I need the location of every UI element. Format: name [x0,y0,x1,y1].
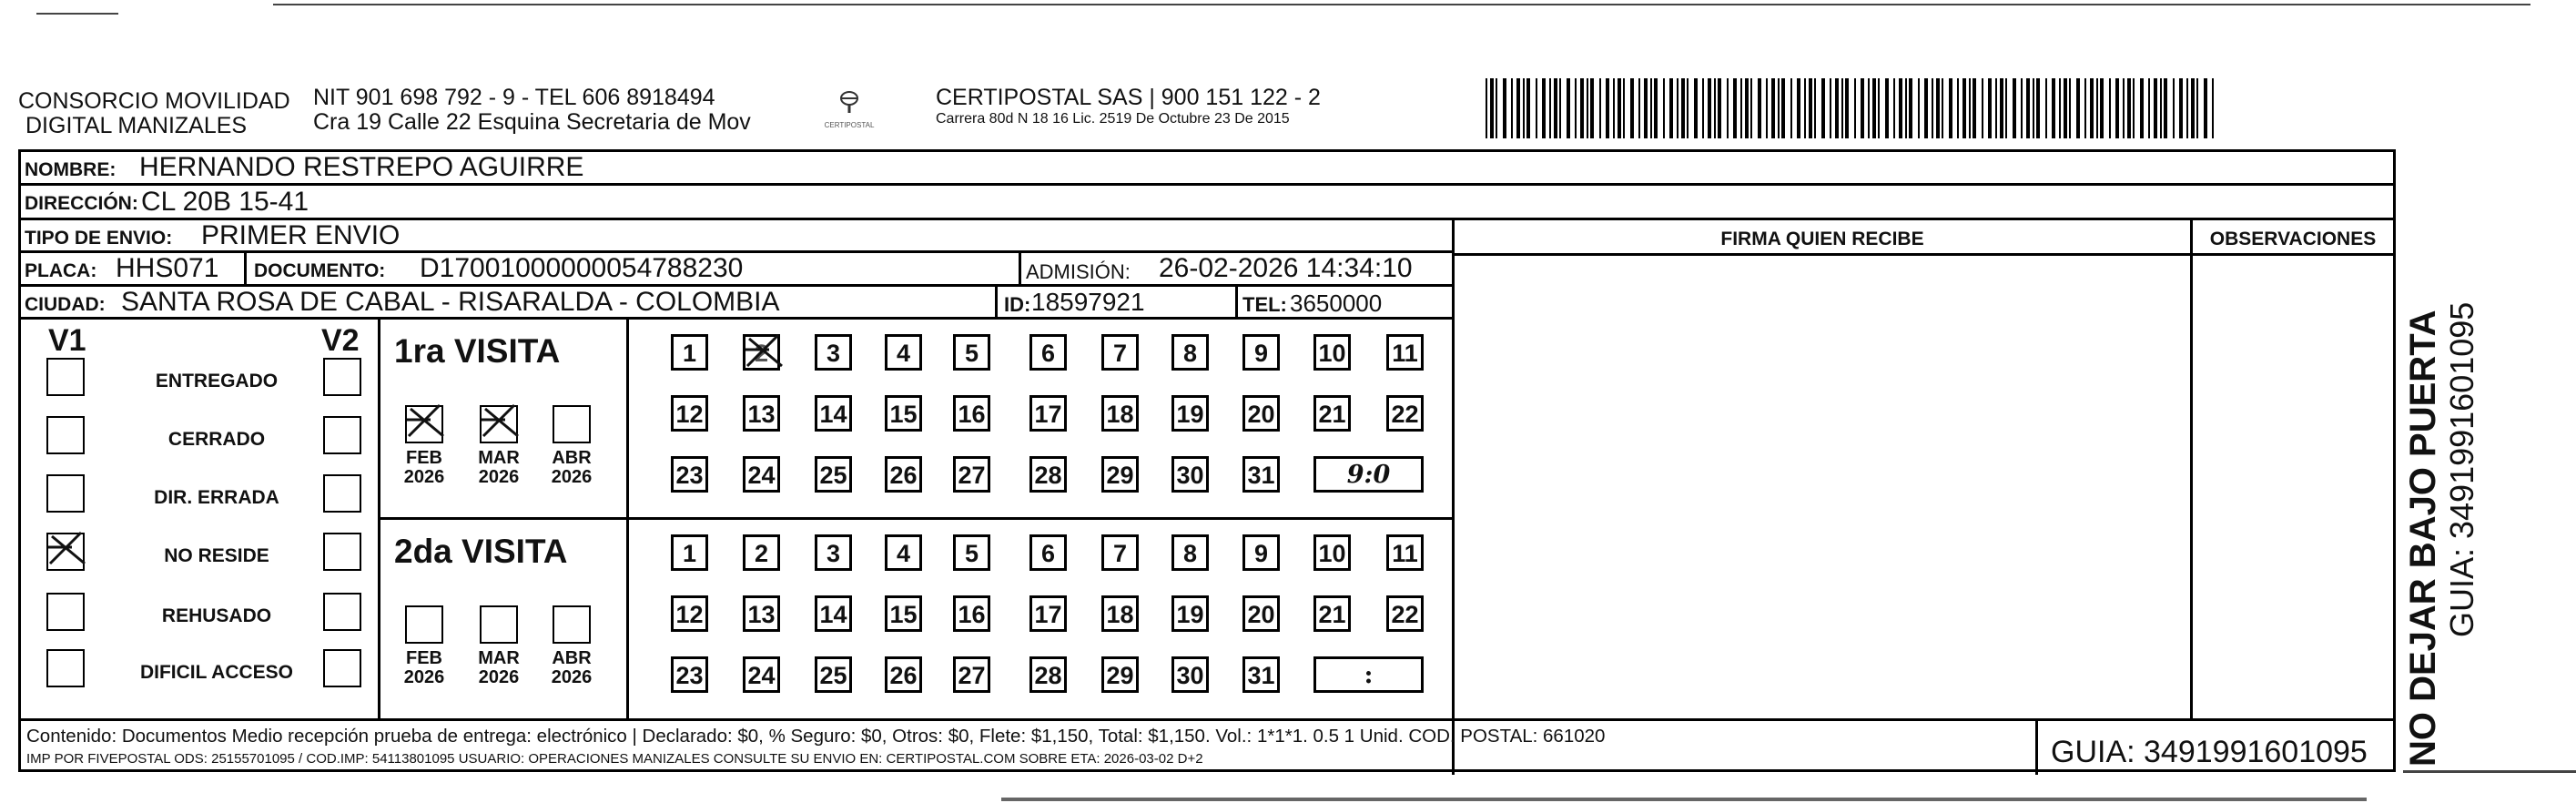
barcode-bar [2109,78,2111,138]
barcode-bar [2005,78,2007,138]
delivery-form [18,149,2396,772]
barcode-bar [1821,78,1825,138]
first-visit-label: 1ra VISITA [394,332,561,370]
barcode-bar [2064,78,2067,138]
barcode-bar [2076,78,2080,138]
barcode-bar [2021,78,2023,138]
second-visit-day-17[interactable]: 17 [1029,595,1067,632]
v2-checkbox-no-reside[interactable] [323,533,361,571]
barcode-bar [1567,78,1570,138]
first-visit-day-24[interactable]: 24 [743,456,780,493]
first-visit-day-4[interactable]: 4 [885,334,922,371]
footer-contenido: Contenido: Documentos Medio recepción prueba de entrega: electrónico | Declarado: $0, % Seguro: $0, Otros: $0, Flete: $1,150, Total: $1,150. Vol.: 1*1*1. 0.5 1 Unid. COD. POSTAL: 661020 [26,726,1606,747]
first-visit-time[interactable]: 9:0 [1313,456,1424,493]
first-visit-day-8[interactable]: 8 [1171,334,1209,371]
first-visit-day-1[interactable]: 1 [671,334,708,371]
barcode-bar [2096,78,2098,138]
first-visit-day-7[interactable]: 7 [1101,334,1139,371]
second-visit-day-4[interactable]: 4 [885,534,922,571]
barcode-bar [2196,78,2198,138]
barcode-bar [1988,78,1992,138]
barcode-bar [2191,78,2195,138]
barcode-bar [2084,78,2086,138]
nombre-value: HERNANDO RESTREPO AGUIRRE [139,152,584,182]
barcode-bar [1949,78,1952,138]
barcode-bar [1995,78,1997,138]
first-visit-day-3[interactable]: 3 [815,334,852,371]
barcode-bar [1638,78,1640,138]
barcode-bar [1969,78,1971,138]
barcode-bar [1606,78,1609,138]
footer-imp: IMP POR FIVEPOSTAL ODS: 25155701095 / COD.IMP: 54113801095 USUARIO: OPERACIONES MANIZALES CONSULTE SU ENVIO EN: CERTIPOSTAL.COM SOBRE ETA: 2026-03-02 D+2 [26,751,1203,767]
sender-nit-block [313,86,751,135]
barcode-bar [1503,78,1506,138]
second-visit-day-15[interactable]: 15 [885,595,922,632]
v1-label: V1 [48,323,86,358]
v2-checkbox-rehusado[interactable] [323,593,361,631]
first-visit-day-16[interactable]: 16 [953,395,990,432]
barcode-bar [1526,78,1530,138]
v2-checkbox-cerrado[interactable] [323,416,361,454]
second-visit-month-feb[interactable] [405,605,443,644]
barcode-bar [1804,78,1806,138]
barcode-bar [1745,78,1749,138]
bottom-rule [2403,770,2576,773]
second-visit-day-3[interactable]: 3 [815,534,852,571]
first-visit-day-31[interactable]: 31 [1242,456,1280,493]
id-value: 18597921 [1031,288,1145,316]
barcode-bar [2160,78,2162,138]
handwritten-mark-icon [403,400,451,443]
direccion-value: CL 20B 15-41 [141,187,309,217]
v1-checkbox-no-reside[interactable] [46,533,85,571]
second-visit-month-mar[interactable] [480,605,518,644]
second-visit-label: 2da VISITA [394,533,568,570]
barcode-bar [1973,78,1976,138]
barcode-bar [2186,78,2188,138]
visit-middle-line [378,517,1455,520]
firma-area[interactable] [1455,256,2190,717]
barcode-bar [1687,78,1689,138]
top-rule-right [273,4,2530,5]
first-visit-day-25[interactable]: 25 [815,456,852,493]
v1-checkbox-rehusado[interactable] [46,593,85,631]
status-label: DIR. ERRADA [154,487,279,508]
first-visit-day-17[interactable]: 17 [1029,395,1067,432]
barcode-bar [1962,78,1966,138]
nombre-label: NOMBRE: [25,159,117,180]
second-visit-day-31[interactable]: 31 [1242,656,1280,693]
barcode-bar [1580,78,1584,138]
tipo-label: TIPO DE ENVIO: [25,228,173,249]
barcode-bar [2154,78,2157,138]
first-visit-month-mar[interactable] [480,405,518,443]
first-visit-day-11[interactable]: 11 [1386,334,1424,371]
status-label: CERRADO [167,429,266,450]
barcode-bar [1575,78,1577,138]
first-visit-day-9[interactable]: 9 [1242,334,1280,371]
barcode-bar [1861,78,1864,138]
barcode-bar [1590,78,1594,138]
barcode-bar [2148,78,2150,138]
barcode-bar [1924,78,1928,138]
divider [244,253,247,284]
first-visit-day-10[interactable]: 10 [1313,334,1351,371]
barcode-bar [1650,78,1652,138]
v1-checkbox-entregado[interactable] [46,358,85,396]
direccion-label: DIRECCIÓN: [25,193,138,214]
row-ciudad [21,287,1455,320]
barcode-bar [1694,78,1698,138]
barcode-bar [2115,78,2119,138]
barcode-bar [2059,78,2061,138]
barcode-bar [1727,78,1729,138]
handwritten-mark-icon [45,527,92,571]
first-visit-day-26[interactable]: 26 [885,456,922,493]
barcode-bar [1511,78,1513,138]
barcode-bar [2164,78,2167,138]
barcode-bar [2173,78,2175,138]
status-label: ENTREGADO [155,371,279,391]
barcode-bar [1554,78,1557,138]
first-visit-day-30[interactable]: 30 [1171,456,1209,493]
barcode-bar [1516,78,1520,138]
second-visit-day-24[interactable]: 24 [743,656,780,693]
barcode-bar [1932,78,1933,138]
barcode-bar [1766,78,1768,138]
divider [1019,253,1021,284]
first-visit-day-29[interactable]: 29 [1101,456,1139,493]
first-visit-day-19[interactable]: 19 [1171,395,1209,432]
first-visit-month-label: FEB 2026 [403,448,445,487]
first-visit-day-18[interactable]: 18 [1101,395,1139,432]
barcode-bar [2026,78,2030,138]
tipo-value: PRIMER ENVIO [201,220,401,250]
divider [995,287,998,317]
barcode-bar [1893,78,1895,138]
barcode-bar [1644,78,1648,138]
second-visit-month-label: FEB 2026 [403,648,445,687]
footer-guia-divider [2035,718,2038,775]
barcode-bar [2133,78,2135,138]
barcode-bar [1681,78,1685,138]
barcode-bar [1878,78,1880,138]
second-visit-day-2[interactable]: 2 [743,534,780,571]
second-visit-day-11[interactable]: 11 [1386,534,1424,571]
first-visit-day-6[interactable]: 6 [1029,334,1067,371]
barcode-bar [1733,78,1737,138]
courier-address: Carrera 80d N 18 16 Lic. 2519 De Octubre 23 De 2015 [936,111,1290,127]
side-title: NO DEJAR BAJO PUERTA [2403,310,2443,767]
barcode-bar [1781,78,1785,138]
first-visit-day-12[interactable]: 12 [671,395,708,432]
v1-checkbox-dificil-acceso[interactable] [46,649,85,687]
second-visit-day-1[interactable]: 1 [671,534,708,571]
barcode-bar [1599,78,1601,138]
barcode-bar [1702,78,1704,138]
second-visit-day-23[interactable]: 23 [671,656,708,693]
barcode-bar [1957,78,1959,138]
v2-checkbox-dir-errada[interactable] [323,474,361,513]
barcode-bar [2013,78,2016,138]
tel-label: TEL: [1242,293,1287,316]
observaciones-label: OBSERVACIONES [2209,229,2377,249]
second-visit-day-10[interactable]: 10 [1313,534,1351,571]
first-visit-day-23[interactable]: 23 [671,456,708,493]
second-visit-day-22[interactable]: 22 [1386,595,1424,632]
first-visit-month-label: ABR 2026 [551,448,593,487]
first-visit-day-2[interactable]: 2 [743,334,780,371]
barcode-bar [1936,78,1940,138]
first-visit-day-5[interactable]: 5 [953,334,990,371]
sender-address: Cra 19 Calle 22 Esquina Secretaria de Mov [313,109,751,135]
first-visit-month-label: MAR 2026 [478,448,520,487]
barcode-bar [1790,78,1792,138]
v1-checkbox-cerrado[interactable] [46,416,85,454]
second-visit-month-label: MAR 2026 [478,648,520,687]
first-visit-day-21[interactable]: 21 [1313,395,1351,432]
second-visit-day-12[interactable]: 12 [671,595,708,632]
sender-nit: NIT 901 698 792 - 9 - TEL 606 8918494 [313,85,715,110]
barcode-bar [2000,78,2003,138]
barcode-bar [1523,78,1525,138]
second-visit-month-abr[interactable] [553,605,591,644]
handwritten-mark-icon [478,400,525,443]
v2-checkbox-dificil-acceso[interactable] [323,649,361,687]
admision-label: ADMISIÓN: [1026,260,1131,283]
handwritten-mark-icon [742,330,789,373]
barcode-bar [1536,78,1537,138]
barcode-bar [1909,78,1912,138]
barcode-bar [1868,78,1870,138]
barcode-bar [1490,78,1494,138]
barcode-bar [1942,78,1943,138]
ciudad-label: CIUDAD: [25,294,106,315]
barcode-bar [1771,78,1775,138]
first-visit-day-28[interactable]: 28 [1029,456,1067,493]
second-visit-day-30[interactable]: 30 [1171,656,1209,693]
second-visit-day-18[interactable]: 18 [1101,595,1139,632]
status-label: REHUSADO [161,605,272,626]
v2-checkbox-entregado[interactable] [323,358,361,396]
second-visit-day-6[interactable]: 6 [1029,534,1067,571]
barcode-bar [2033,78,2034,138]
second-visit-month-label: ABR 2026 [551,648,593,687]
barcode-bar [1778,78,1780,138]
second-visit-day-13[interactable]: 13 [743,595,780,632]
second-visit-day-27[interactable]: 27 [953,656,990,693]
barcode-bar [1613,78,1615,138]
second-visit-day-26[interactable]: 26 [885,656,922,693]
barcode-bar [1486,78,1487,138]
documento-label: DOCUMENTO: [254,260,386,281]
placa-label: PLACA: [25,260,97,281]
first-visit-month-feb[interactable] [405,405,443,443]
divider [1235,287,1238,317]
sender-company-line1: CONSORCIO MOVILIDAD [18,88,290,114]
barcode-bar [2204,78,2207,138]
barcode-bar [1830,78,1831,138]
barcode [1486,78,2216,138]
barcode-bar [1982,78,1983,138]
first-visit-day-27[interactable]: 27 [953,456,990,493]
row-placa [21,253,1455,287]
second-visit-time[interactable]: : [1313,656,1424,693]
second-visit-day-25[interactable]: 25 [815,656,852,693]
barcode-bar [1758,78,1761,138]
barcode-bar [1835,78,1839,138]
barcode-bar [2036,78,2040,138]
documento-value: D17001000000054788230 [420,253,744,283]
first-visit-month-abr[interactable] [553,405,591,443]
barcode-bar [2123,78,2125,138]
first-visit-day-14[interactable]: 14 [815,395,852,432]
barcode-bar [1542,78,1546,138]
first-visit-day-15[interactable]: 15 [885,395,922,432]
barcode-bar [1740,78,1742,138]
second-visit-day-28[interactable]: 28 [1029,656,1067,693]
second-visit-day-9[interactable]: 9 [1242,534,1280,571]
barcode-bar [2069,78,2071,138]
barcode-bar [1663,78,1665,138]
status-label: DIFICIL ACCESO [139,662,293,683]
barcode-bar [2090,78,2094,138]
certipostal-logo [808,89,890,135]
barcode-bar [1618,78,1621,138]
barcode-bar [1905,78,1907,138]
barcode-bar [1899,78,1902,138]
side-guia: GUIA: 3491991601095 [2443,301,2480,637]
barcode-bar [1797,78,1800,138]
barcode-bar [1814,78,1816,138]
barcode-bar [1549,78,1551,138]
barcode-bar [1669,78,1673,138]
footer-guia: GUIA: 3491991601095 [2051,735,2368,769]
barcode-bar [2140,78,2144,138]
status-label: NO RESIDE [164,545,269,566]
ciudad-value: SANTA ROSA DE CABAL - RISARALDA - COLOMBIA [121,287,780,317]
barcode-bar [1718,78,1721,138]
top-rule-left [36,13,118,15]
second-visit-day-5[interactable]: 5 [953,534,990,571]
barcode-bar [1559,78,1561,138]
first-visit-day-13[interactable]: 13 [743,395,780,432]
barcode-bar [1714,78,1716,138]
placa-value: HHS071 [116,253,219,283]
row-nombre [21,152,2393,186]
first-visit-day-20[interactable]: 20 [1242,395,1280,432]
second-visit-day-21[interactable]: 21 [1313,595,1351,632]
tel-value: 3650000 [1290,290,1383,317]
second-visit-day-19[interactable]: 19 [1171,595,1209,632]
barcode-bar [2052,78,2055,138]
barcode-bar [1677,78,1678,138]
barcode-bar [1885,78,1889,138]
second-visit-day-16[interactable]: 16 [953,595,990,632]
barcode-bar [1587,78,1588,138]
barcode-bar [1918,78,1920,138]
barcode-bar [1841,78,1843,138]
second-visit-day-8[interactable]: 8 [1171,534,1209,571]
barcode-bar [1654,78,1658,138]
barcode-bar [1872,78,1876,138]
second-visit-day-14[interactable]: 14 [815,595,852,632]
barcode-bar [1623,78,1625,138]
barcode-bar [1845,78,1849,138]
sender-company-line2: DIGITAL MANIZALES [25,113,248,138]
first-visit-day-22[interactable]: 22 [1386,395,1424,432]
second-visit-day-7[interactable]: 7 [1101,534,1139,571]
admision-value: 26-02-2026 14:34:10 [1159,253,1413,283]
barcode-bar [2100,78,2104,138]
barcode-bar [2179,78,2183,138]
courier-name: CERTIPOSTAL SAS | 900 151 122 - 2 [936,85,1321,110]
certipostal-logo-icon [831,89,867,117]
barcode-bar [1630,78,1634,138]
barcode-bar [1809,78,1812,138]
barcode-bar [1750,78,1752,138]
courier-block [936,86,1321,128]
barcode-bar [2212,78,2214,138]
barcode-bar [1496,78,1497,138]
second-visit-day-20[interactable]: 20 [1242,595,1280,632]
second-visit-day-29[interactable]: 29 [1101,656,1139,693]
row-direccion [21,186,2393,220]
observaciones-area[interactable] [2193,256,2393,717]
sender-block [18,89,290,138]
id-label: ID: [1004,293,1031,316]
barcode-bar [1708,78,1711,138]
v2-label: V2 [321,323,360,358]
barcode-bar [2127,78,2131,138]
bottom-scribble [1001,798,2367,801]
v1-checkbox-dir-errada[interactable] [46,474,85,513]
firma-label: FIRMA QUIEN RECIBE [1720,229,1924,249]
barcode-bar [1854,78,1856,138]
barcode-bar [2045,78,2047,138]
row-tipo [21,220,1455,253]
certipostal-logo-text: CERTIPOSTAL [824,121,875,129]
